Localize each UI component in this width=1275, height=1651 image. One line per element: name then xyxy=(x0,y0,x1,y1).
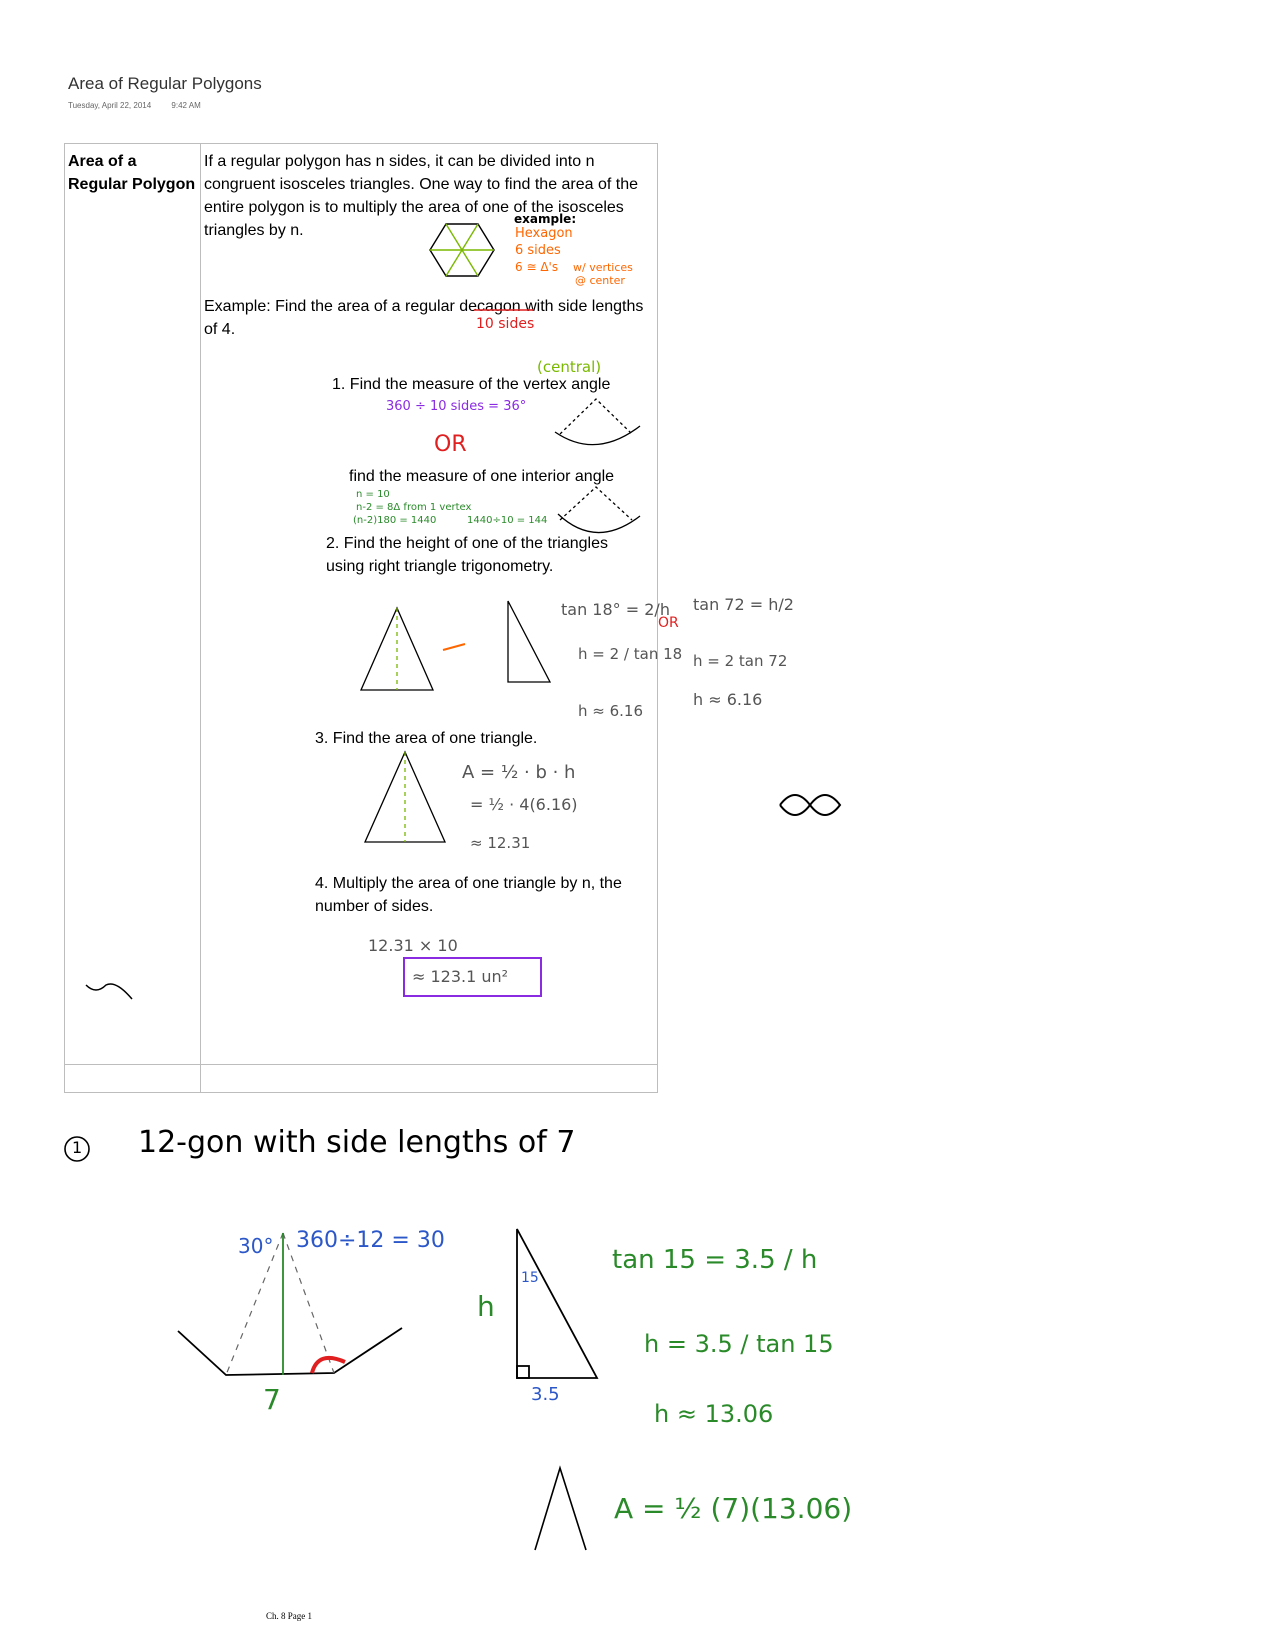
p1-h-label: h xyxy=(477,1290,495,1323)
p1-half-side: 3.5 xyxy=(531,1384,560,1405)
ann-h-approx: h ≈ 6.16 xyxy=(578,702,644,720)
ann-division: 360 ÷ 10 sides = 36° xyxy=(386,399,527,414)
p1-division: 360÷12 = 30 xyxy=(296,1228,445,1253)
p1-side: 7 xyxy=(263,1383,281,1416)
p1-angle15: 15 xyxy=(521,1270,539,1286)
page-date: Tuesday, April 22, 2014 xyxy=(68,101,152,110)
partial-triangle xyxy=(535,1468,586,1550)
page-title: Area of Regular Polygons xyxy=(68,74,262,93)
ann-h-eq: h = 2 / tan 18 xyxy=(578,645,683,663)
ann-example-label: example: xyxy=(514,212,577,226)
p1-area: A = ½ (7)(13.06) xyxy=(614,1492,853,1525)
ann-area-val: ≈ 12.31 xyxy=(470,834,531,852)
definition-paragraph: If a regular polygon has n sides, it can be divided into n congruent isosceles triangles. One way to find the area of the entire polygon is to multiply the area of one of the isosceles triangles by n. xyxy=(204,153,639,239)
dodecagon-sketch xyxy=(178,1233,402,1375)
doodle-icon xyxy=(780,795,840,815)
step-2: 2. Find the height of one of the triangles using right triangle trigonometry. xyxy=(326,535,608,575)
ann-six-sides: 6 sides xyxy=(515,243,561,258)
right-triangle-large xyxy=(517,1229,597,1378)
ann-div2: 1440÷10 = 144 xyxy=(467,515,548,526)
right-triangle xyxy=(508,601,550,682)
ann-hexagon: Hexagon xyxy=(515,226,573,241)
ann-area-sub: = ½ · 4(6.16) xyxy=(470,795,578,814)
ann-tan72: tan 72 = h/2 xyxy=(693,595,794,614)
problem-title: 12-gon with side lengths of 7 xyxy=(138,1125,576,1160)
squiggle-icon xyxy=(86,984,132,999)
step-1: 1. Find the measure of the vertex angle xyxy=(332,376,611,393)
ann-tan18: tan 18° = 2/h xyxy=(561,600,670,619)
ann-vertices: w/ vertices xyxy=(573,261,633,274)
ann-result: ≈ 123.1 un² xyxy=(412,967,509,986)
ann-six-triangles: 6 ≅ Δ's xyxy=(515,260,559,274)
ann-central: (central) xyxy=(537,358,602,376)
term-cell: Area of a Regular Polygon xyxy=(68,153,196,193)
p1-tan15: tan 15 = 3.5 / h xyxy=(612,1245,818,1275)
ann-mult: 12.31 × 10 xyxy=(368,936,458,955)
ann-h2-approx: h ≈ 6.16 xyxy=(693,690,763,709)
ann-ten-sides: 10 sides xyxy=(476,316,535,332)
ann-area-formula: A = ½ · b · h xyxy=(462,762,576,783)
ann-h2: h = 2 tan 72 xyxy=(693,652,788,670)
ann-n-minus: n-2 = 8Δ from 1 vertex xyxy=(356,502,472,513)
ann-or: OR xyxy=(434,432,467,457)
p1-h-approx: h ≈ 13.06 xyxy=(654,1400,774,1428)
example-text: Example: Find the area of a regular decagon with side lengths of 4. xyxy=(204,298,644,338)
vertex-angle-sketch xyxy=(555,399,640,445)
interior-angle-sketch xyxy=(558,487,640,533)
page-footer: Ch. 8 Page 1 xyxy=(266,1611,312,1621)
p1-h-eq: h = 3.5 / tan 15 xyxy=(644,1330,834,1358)
ann-n10: n = 10 xyxy=(356,489,390,500)
problem-number: 1 xyxy=(72,1138,83,1157)
ann-or2: OR xyxy=(658,615,679,631)
p1-angle: 30° xyxy=(238,1234,274,1258)
isosceles-triangle xyxy=(361,608,433,690)
ann-sum: (n-2)180 = 1440 xyxy=(353,515,437,526)
page-time: 9:42 AM xyxy=(171,101,201,110)
interior-angle-text: find the measure of one interior angle xyxy=(349,468,615,485)
step-3: 3. Find the area of one triangle. xyxy=(315,730,538,747)
hexagon-sketch xyxy=(430,224,494,276)
arrow-icon xyxy=(443,644,465,650)
step-4: 4. Multiply the area of one triangle by n, the number of sides. xyxy=(315,875,622,915)
area-triangle xyxy=(365,752,445,842)
ann-at-center: @ center xyxy=(575,274,625,287)
